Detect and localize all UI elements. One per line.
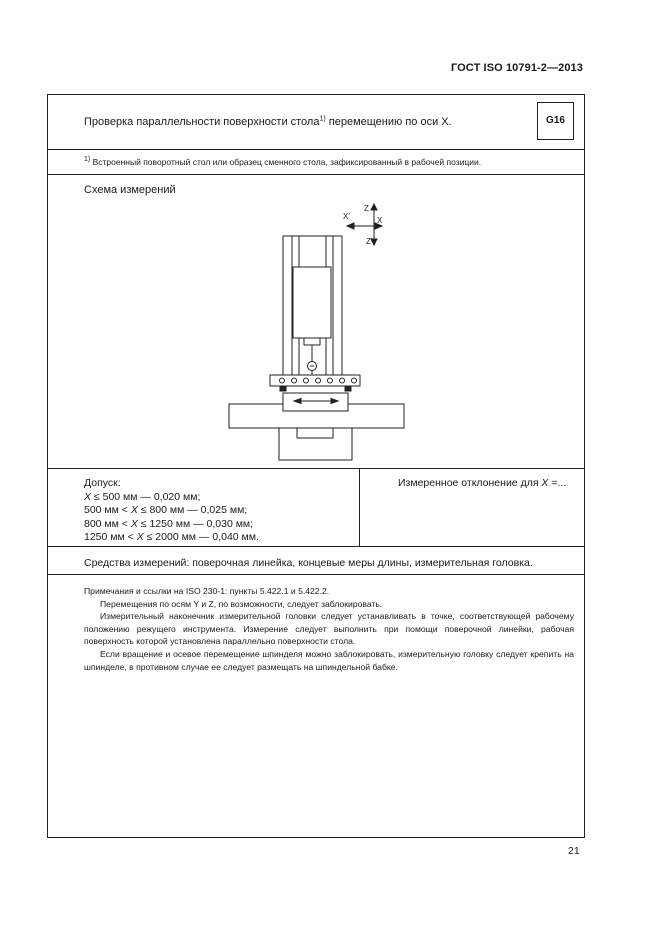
- divider: [48, 546, 584, 547]
- divider: [48, 468, 584, 469]
- tolerance-line: 800 мм < X ≤ 1250 мм — 0,030 мм;: [84, 517, 254, 530]
- tolerance-label: Допуск:: [84, 477, 121, 489]
- test-title: Проверка параллельности поверхности стола$^{1)}$ перемещению по оси X.: [84, 115, 452, 128]
- x-prime-arrow: [347, 223, 354, 229]
- divider: [48, 574, 584, 575]
- note-paragraph: Перемещения по осям Y и Z, по возможности, следует заблокировать.: [100, 598, 383, 609]
- axis-label-z: Z: [364, 204, 369, 213]
- note-paragraph: Измерительный наконечник измерительной головки следует устанавливать в точке, соответствующей рабочему положению режущего инструмента. Измерение следует выполнить при помощи поверочной линейки, рабочая поверхность которой установлена параллельно поверхности стола.: [84, 611, 574, 647]
- footnote-ref: 1): [319, 115, 326, 123]
- scheme-label: Схема измерений: [84, 184, 176, 196]
- tolerance-block: [84, 477, 259, 545]
- footnote: $^{1)}$ Встроенный поворотный стол или образец сменного стола, зафиксированный в рабочей позиции.: [84, 156, 482, 167]
- test-code-box: G16: [537, 102, 574, 140]
- table-slide: [283, 393, 348, 411]
- spindle-head: [293, 267, 331, 338]
- page-number: 21: [568, 845, 580, 857]
- axis-label-z-prime: Z': [366, 237, 373, 246]
- notes-block: [84, 585, 574, 673]
- measured-deviation: Измеренное отклонение для X =...: [398, 477, 567, 489]
- z-arrow: [371, 204, 377, 210]
- measuring-tools: Средства измерений: поверочная линейка, концевые меры длины, измерительная головка.: [84, 557, 533, 569]
- axis-label-x-prime: X': [343, 212, 350, 221]
- gauge-block: [280, 387, 286, 391]
- tolerance-line: 1250 мм < X ≤ 2000 мм — 0,040 мм.: [84, 531, 259, 543]
- spindle-nose: [304, 338, 320, 345]
- machine-base: [279, 428, 352, 460]
- tolerance-line: X ≤ 500 мм — 0,020 мм;: [84, 490, 201, 503]
- note-paragraph: Если вращение и осевое перемещение шпинделя можно заблокировать, измерительную головку следует крепить на шпинделе, в противном случае ее следует размещать на шпиндельной бабке.: [84, 648, 574, 672]
- document-header: ГОСТ ISO 10791-2—2013: [450, 62, 583, 74]
- column-divider: [359, 468, 360, 546]
- gauge-block: [345, 387, 351, 391]
- tolerance-line: 500 мм < X ≤ 800 мм — 0,025 мм;: [84, 504, 248, 516]
- note-paragraph: Примечания и ссылки на ISO 230-1: пункты 5.422.1 и 5.422.2.: [84, 586, 330, 596]
- test-sheet-frame: [47, 94, 585, 838]
- measurement-diagram: [48, 95, 586, 467]
- axis-label-x: X: [377, 216, 383, 225]
